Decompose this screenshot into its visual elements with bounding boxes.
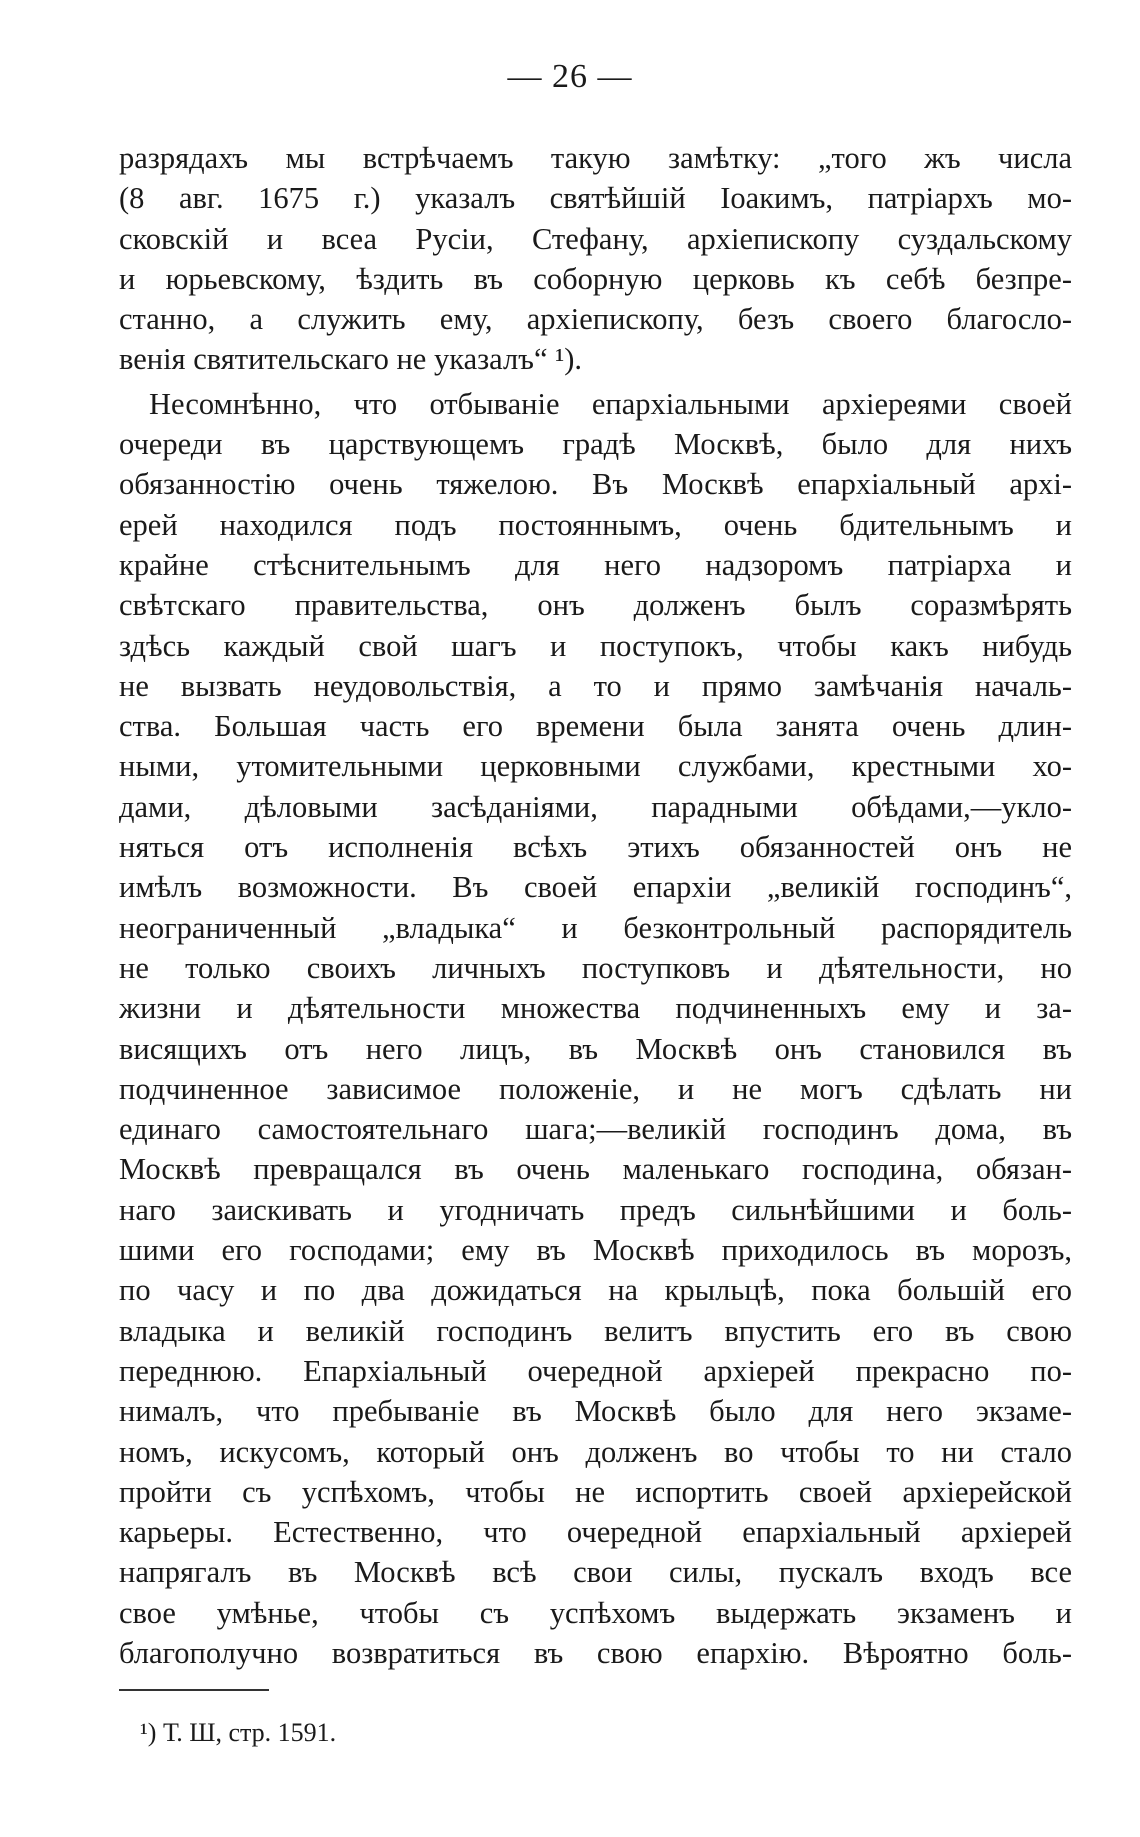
text-line: дами, дѣловыми засѣданіями, парадными обѣдами,—укло- — [119, 789, 1072, 824]
text-line: благополучно возвратиться въ свою епархію. Вѣроятно боль- — [119, 1635, 1072, 1670]
text-line: неограниченный „владыка“ и безконтрольный распорядитель — [119, 910, 1072, 945]
footnote: ¹) Т. Ш, стр. 1591. — [140, 1718, 337, 1747]
text-line: переднюю. Епархіальный очередной архіерей прекрасно по- — [119, 1353, 1072, 1388]
text-line: имѣлъ возможности. Въ своей епархіи „великій господинъ“, — [119, 870, 1072, 905]
text-line: карьеры. Естественно, что очередной епархіальный архіерей — [119, 1515, 1072, 1550]
text-line: разрядахъ мы встрѣчаемъ такую замѣтку: „того жъ числа — [119, 141, 1072, 175]
text-line: свѣтскаго правительства, онъ долженъ былъ соразмѣрять — [119, 588, 1072, 623]
text-line: очереди въ царствующемъ градѣ Москвѣ, было для нихъ — [119, 427, 1072, 462]
text-line: жизни и дѣятельности множества подчиненныхъ ему и за- — [119, 991, 1072, 1026]
text-line: номъ, искусомъ, который онъ долженъ во чтобы то ни стало — [119, 1434, 1072, 1469]
text-line: не только своихъ личныхъ поступковъ и дѣятельности, но — [119, 950, 1072, 985]
text-line: сковскій и всеа Русіи, Стефану, архіепископу суздальскому — [119, 221, 1072, 256]
paragraph-2 — [119, 384, 1072, 1674]
text-line: напрягалъ въ Москвѣ всѣ свои силы, пускалъ входъ все — [119, 1555, 1072, 1590]
text-line: не вызвать неудовольствія, а то и прямо замѣчанія началь- — [119, 668, 1072, 703]
text-line: обязанностію очень тяжелою. Въ Москвѣ епархіальный архі- — [119, 467, 1072, 502]
text-line: нималъ, что пребываніе въ Москвѣ было для него экзаме- — [119, 1394, 1072, 1429]
text-line: здѣсь каждый свой шагъ и поступокъ, чтобы какъ нибудь — [119, 628, 1072, 663]
footnote-rule — [119, 1689, 269, 1691]
text-line: шими его господами; ему въ Москвѣ приходилось въ морозъ, — [119, 1233, 1072, 1268]
text-line: Москвѣ превращался въ очень маленькаго господина, обязан- — [119, 1152, 1072, 1187]
page-number: — 26 — — [507, 58, 633, 95]
text-line: владыка и великій господинъ велитъ впустить его въ свою — [119, 1313, 1072, 1348]
text-line: подчиненное зависимое положеніе, и не могъ сдѣлать ни — [119, 1071, 1072, 1106]
text-line: венія святительскаго не указалъ“ ¹). — [119, 342, 583, 377]
text-line: крайне стѣснительнымъ для него надзоромъ патріарха и — [119, 547, 1072, 582]
text-line: по часу и по два дожидаться на крыльцѣ, пока большій его — [119, 1273, 1072, 1308]
text-line: наго заискивать и угодничать предъ сильнѣйшими и боль- — [119, 1192, 1072, 1227]
text-line: Несомнѣнно, что отбываніе епархіальными архіереями своей — [149, 386, 1072, 421]
body-text — [119, 138, 1072, 1673]
text-line: висящихъ отъ него лицъ, въ Москвѣ онъ становился въ — [119, 1031, 1072, 1066]
text-line: пройти съ успѣхомъ, чтобы не испортить своей архіерейской — [119, 1474, 1072, 1509]
text-line: и юрьевскому, ѣздить въ соборную церковь къ себѣ безпре- — [119, 261, 1072, 296]
text-line: станно, а служить ему, архіепископу, безъ своего благосло- — [119, 302, 1072, 337]
text-line: няться отъ исполненія всѣхъ этихъ обязанностей онъ не — [119, 830, 1072, 865]
text-line: ерей находился подъ постояннымъ, очень бдительнымъ и — [119, 507, 1072, 542]
text-line: ства. Большая часть его времени была занята очень длин- — [119, 709, 1072, 744]
text-line: свое умѣнье, чтобы съ успѣхомъ выдержать экзаменъ и — [119, 1595, 1072, 1630]
text-line: ными, утомительными церковными службами, крестными хо- — [119, 749, 1072, 784]
text-line: (8 авг. 1675 г.) указалъ святѣйшій Іоакимъ, патріархъ мо- — [119, 181, 1072, 216]
paragraph-1 — [119, 138, 1072, 380]
text-line: единаго самостоятельнаго шага;—великій господинъ дома, въ — [119, 1112, 1072, 1147]
